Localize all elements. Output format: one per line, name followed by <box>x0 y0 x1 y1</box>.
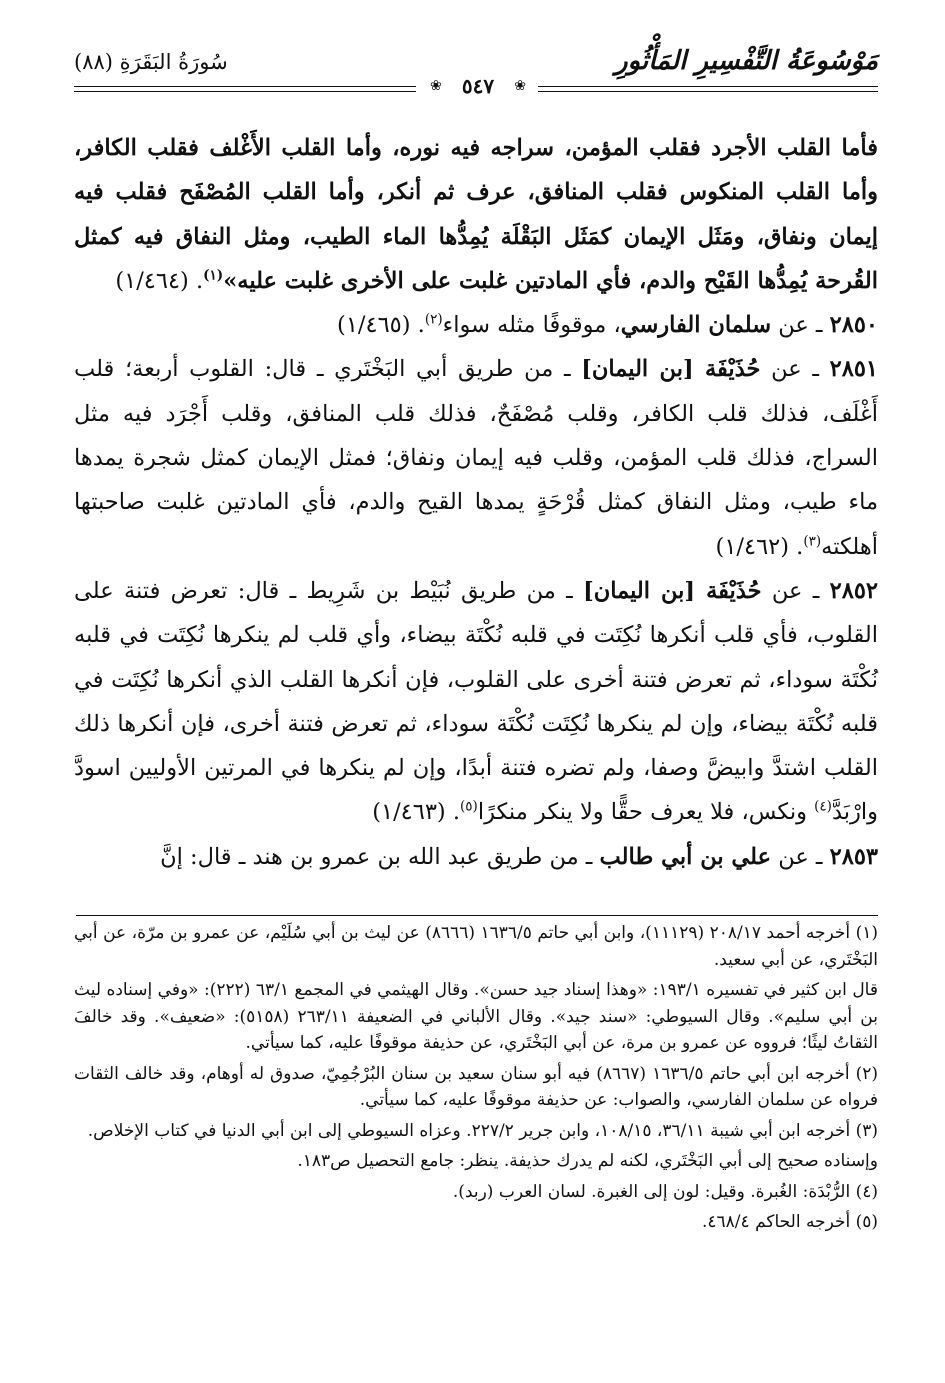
page <box>74 40 879 1232</box>
main-text <box>74 126 878 879</box>
entry-prefix: ـ عن <box>771 312 830 339</box>
volume-reference: . (١/٤٦٥) <box>337 312 425 339</box>
page-number-group <box>430 74 526 98</box>
entry-text: ـ من طريق عبد الله بن عمرو بن هند ـ قال: إنَّ <box>160 843 600 870</box>
footnote-marker[interactable]: (٤) <box>814 798 832 815</box>
ornament-right-icon: ❀ <box>514 78 526 94</box>
footnote-marker[interactable]: (٢) <box>424 311 443 328</box>
footnote-separator <box>76 915 878 916</box>
ornament-left-icon: ❀ <box>430 78 442 94</box>
page-header <box>74 40 878 98</box>
footnote-marker[interactable]: (٣) <box>803 533 822 550</box>
entry-text: ، موقوفًا مثله سواء <box>442 312 621 339</box>
narrator-name: علي بن أبي طالب <box>599 843 772 870</box>
footnote-marker[interactable]: (١) <box>203 267 224 284</box>
volume-reference: . (١/٤٦٢) <box>715 533 804 560</box>
entry-text: ـ من طريق أبي البَخْتَري ـ قال: القلوب أربعة؛ قلب أَغْلَف، فذلك قلب الكافر، وقلب مُصْفَحٌ، فذلك قلب المنافق، وقلب أَجْرَد فيه مثل السراج، فذلك قلب المؤمن، وقلب فيه إيمان ونفاق؛ فمثل الإيمان كمثل شجرة يمدها ماء طيب، ومثل النفاق كمثل قُرْحَةٍ يمدها القيح والدم، فأي المادتين غلبت صاحبتها أهلكته <box>74 356 878 560</box>
entry-2850 <box>74 303 878 347</box>
surah-title: سُورَةُ البَقَرَةِ (٨٨) <box>74 50 228 74</box>
entry-2852 <box>74 569 878 835</box>
entry-prefix: ـ عن <box>761 577 830 604</box>
entry-number: ٢٨٥٣ <box>829 843 878 870</box>
header-rule-right <box>538 86 878 92</box>
footnotes <box>74 920 878 1240</box>
entry-number: ٢٨٥٠ <box>829 312 878 339</box>
entry-number: ٢٨٥١ <box>829 356 878 383</box>
narrator-name: حُذَيْفَة [بن اليمان] <box>581 356 761 383</box>
footnote-5: (٥) أخرجه الحاكم ٤٦٨/٤. <box>702 1212 878 1232</box>
footnote-2: (٢) أخرجه ابن أبي حاتم ١٦٣٦/٥ (٨٦٦٧) فيه أبو سنان سعيد بن سنان البُرْجُمِيّ، صدوق له أوهام، وقد خالف الثقات فرواه عن سلمان الفارسي، والصواب: عن حذيفة موقوفًا عليه، كما سيأتي. <box>74 1063 878 1110</box>
footnote-3: (٣) أخرجه ابن أبي شيبة ٣٦/١١، ١٠٨/١٥، وابن جرير ٢٢٧/٢. وعزاه السيوطي إلى ابن أبي الدنيا في كتاب الإخلاص. <box>87 1120 878 1141</box>
volume-reference: . (١/٤٦٣) <box>372 799 460 826</box>
header-rule-left <box>74 86 416 92</box>
entry-2851 <box>74 347 878 568</box>
entry-number: ٢٨٥٢ <box>829 577 878 604</box>
footnote-1-continued: قال ابن كثير في تفسيره ١٩٣/١: «وهذا إسناد جيد حسن». وقال الهيثمي في المجمع ٦٣/١ (٢٢٢): «وفي إسناده ليث بن أبي سليم». وقال السيوطي: «سند جيد». وقال الألباني في الضعيفة ٢٦٣/١١ (٥١٥٨): «ضعيف». وقد خالفَ الثقاتُ ليثًا؛ فرووه عن عمرو بن مرة، عن أبي البَخْتَري، عن حذيفة موقوفًا عليه، كما سيأتي. <box>74 980 878 1053</box>
hadith-continuation <box>74 126 878 303</box>
footnote-4: (٤) الرُّبْدَة: الغُبرة. وقيل: لون إلى الغبرة. لسان العرب (ربد). <box>452 1181 878 1202</box>
hadith-text: فأما القلب الأجرد فقلب المؤمن، سراجه فيه نوره، وأما القلب الأَغْلف فقلب الكافر، وأما القلب المنكوس فقلب المنافق، عرف ثم أنكر، وأما القلب المُصْفَح فقلب فيه إيمان ونفاق، ومَثَل الإيمان كمَثَل البَقْلَة يُمِدُّها الماء الطيب، ومثل النفاق فيه كمثل القُرحة يُمِدُّها القَيْح والدم، فأي المادتين غلبت على الأخرى غلبت عليه» <box>74 135 878 294</box>
entry-prefix: ـ عن <box>760 356 830 383</box>
page-number: ٥٤٧ <box>461 74 495 98</box>
footnote-marker[interactable]: (٥) <box>460 798 478 815</box>
running-title: مَوْسُوعَةُ التَّفْسِيرِ المَأْثُورِ <box>615 46 878 76</box>
narrator-name: حُذَيْفَة [بن اليمان] <box>583 577 762 604</box>
entry-text-continued: ونكس، فلا يعرف حقًّا ولا ينكر منكرًا <box>477 799 815 826</box>
footnote-1: (١) أخرجه أحمد ٢٠٨/١٧ (١١١٢٩)، وابن أبي حاتم ١٦٣٦/٥ (٨٦٦٦) عن ليث بن أبي سُلَيْم، عن عمرو بن مرّة، عن أبي البَخْتَري، عن أبي سعيد. <box>74 923 879 970</box>
footnote-3-continued: وإسناده صحيح إلى أبي البَخْتَري، لكنه لم يدرك حذيفة. ينظر: جامع التحصيل ص١٨٣. <box>297 1151 878 1171</box>
volume-reference: . (١/٤٦٤) <box>115 267 204 294</box>
entry-2853 <box>74 835 878 879</box>
entry-prefix: ـ عن <box>771 843 830 870</box>
entry-text: ـ من طريق نُبَيْط بن شَرِيط ـ قال: تعرض فتنة على القلوب، فأي قلب أنكرها نُكِتَت في قلبه نُكْتَة بيضاء، وأي قلب لم ينكرها نُكِتَت في قلبه نُكْتَة سوداء، ثم تعرض فتنة أخرى على القلوب، فإن أنكرها القلب الذي أنكرها نُكِتَت في قلبه نُكْتَة بيضاء، وإن لم ينكرها نُكِتَت نُكْتَة سوداء، ثم تعرض فتنة أخرى، فإن أنكرها ذلك القلب اشتدَّ وابيضَّ وصفا، ولم تضره فتنة أبدًا، وإن لم ينكرها في المرتين الأوليين اسودَّ وارْبَدَّ <box>74 577 878 826</box>
narrator-name: سلمان الفارسي <box>620 312 772 339</box>
